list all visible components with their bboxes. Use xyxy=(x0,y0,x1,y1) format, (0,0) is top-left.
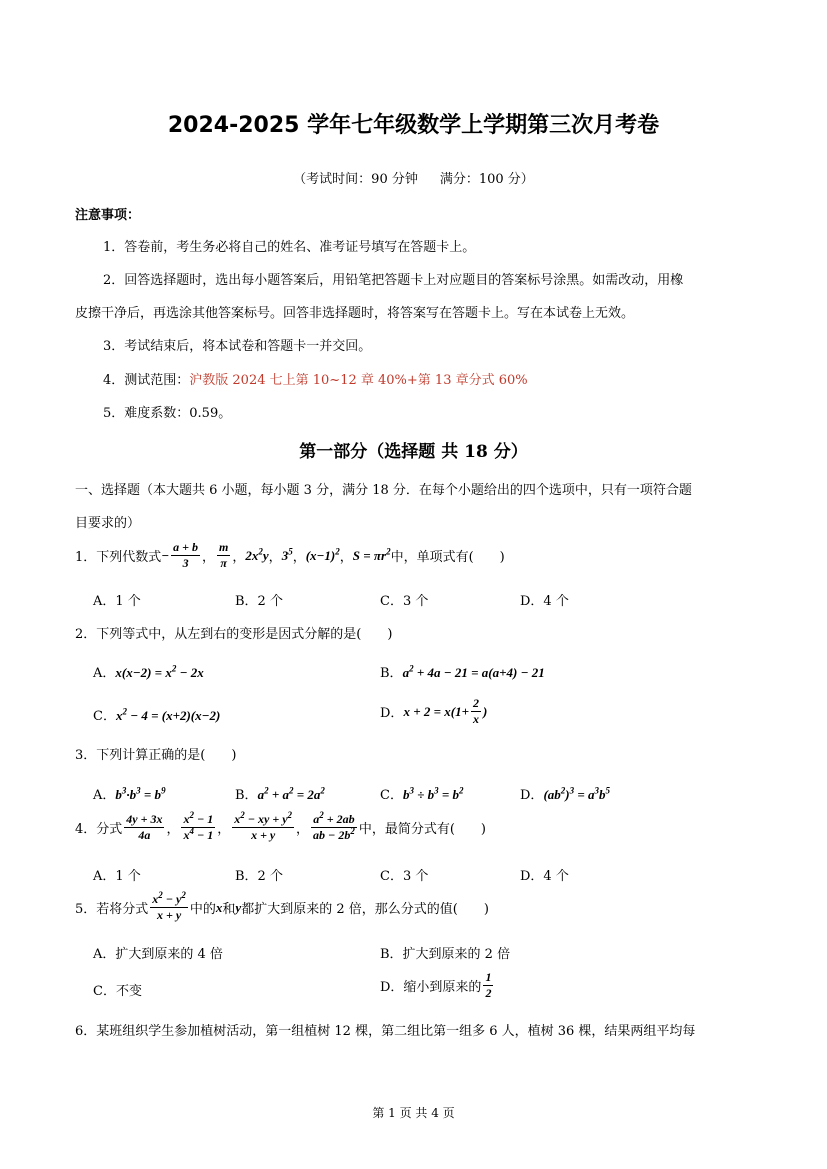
q2-option-d-label: D． xyxy=(380,706,404,721)
q1-expr-2: $\frac{m}{\pi}$ xyxy=(219,540,229,570)
q3-option-c-label: C． xyxy=(380,788,403,803)
q3-stem-text: 3．下列计算正确的是 xyxy=(75,748,201,763)
question-3-stem xyxy=(75,744,236,763)
section-intro-line-1: 一、选择题（本大题共 6 小题，每小题 3 分，满分 18 分．在每个小题给出的四个选项中，只有一项符合题 xyxy=(75,483,692,498)
q4-fraction-4: $\frac{a^2 + 2ab}{ab - 2b^2}$ xyxy=(313,810,355,842)
q1-blank: ( ) xyxy=(468,550,505,565)
page-footer: 第 1 页 共 4 页 xyxy=(372,1106,455,1120)
q5-fraction: $\frac{x^2 - y^2}{x + y}$ xyxy=(152,890,186,922)
q5-prefix: 5．若将分式 xyxy=(75,902,149,917)
note-1: 1．答卷前，考生务必将自己的姓名、准考证号填写在答题卡上。 xyxy=(103,240,476,255)
q2-option-a: A．$x(x-2) = x^2 - 2x$ xyxy=(93,663,204,681)
q5-option-d-text: D．缩小到原来的 xyxy=(380,980,482,995)
q4-suffix: 中，最简分式有 xyxy=(358,822,450,837)
q4-option-c: C．3 个 xyxy=(380,869,429,884)
q1-expr-3: $2x^2y$ xyxy=(245,546,269,563)
q1-option-a: A．1 个 xyxy=(93,594,141,609)
q1-prefix: 1．下列代数式 xyxy=(75,550,162,565)
exam-info xyxy=(0,168,827,187)
page-title: 2024-2025 学年七年级数学上学期第三次月考卷 xyxy=(167,113,660,138)
note-2-line-1: 2．回答选择题时，选出每小题答案后，用铅笔把答题卡上对应题目的答案标号涂黑。如需改动，用橡 xyxy=(103,273,684,288)
q3-blank: ( ) xyxy=(200,748,237,763)
question-4-stem: 4．分式 $\frac{4y + 3x}{4a}$ ， $\frac{x^2 - 1}{x^4 - 1}$ ， $\frac{x^2 - xy + y^2}{x + y}$ ， $\frac{a^2 + 2ab}{ab - 2b^2}$ 中，最简分式有 ( ) xyxy=(75,810,486,842)
q5-mid: 中的 xyxy=(189,902,216,917)
q4-prefix: 4．分式 xyxy=(75,822,123,837)
q4-fraction-1: $\frac{4y + 3x}{4a}$ xyxy=(126,812,163,842)
q4-option-b: B．2 个 xyxy=(235,869,283,884)
q4-blank: ( ) xyxy=(449,822,486,837)
q1-expr-5: $(x-1)^2$ xyxy=(305,546,340,563)
q1-option-b: B．2 个 xyxy=(235,594,283,609)
q4-fraction-2: $\frac{x^2 - 1}{x^4 - 1}$ xyxy=(183,810,214,842)
question-1-stem: 1．下列代数式 − $\frac{a + b}{3}$ ， $\frac{m}{\pi}$ ， $2x^2y$ ， $3^5$ ， $(x-1)^2$ ， $S = \pi r^2$ 中，单项式有 ( ) xyxy=(75,540,505,570)
q5-option-d xyxy=(380,970,495,1001)
note-5: 5．难度系数：0.59。 xyxy=(103,406,232,421)
q1-option-c: C．3 个 xyxy=(380,594,429,609)
q3-option-a-label: A． xyxy=(93,788,116,803)
exam-score: 满分：100 分） xyxy=(439,172,534,187)
q2-option-c-label: C． xyxy=(93,709,116,724)
question-5-stem: 5．若将分式 $\frac{x^2 - y^2}{x + y}$ 中的 x 和 y 都扩大到原来的 2 倍，那么分式的值 ( ) xyxy=(75,890,489,922)
q5-option-d-fraction: $\frac{1}{2}$ xyxy=(485,970,492,1000)
q3-option-d-label: D． xyxy=(520,788,544,803)
q2-option-c: C．$x^2 - 4 = (x+2)(x-2)$ xyxy=(93,706,221,724)
q1-expr-6: $S = \pi r^2$ xyxy=(352,546,391,563)
q3-option-d: D．$(ab^2)^3 = a^3b^5$ xyxy=(520,785,611,803)
q4-option-d: D．4 个 xyxy=(520,869,569,884)
q4-option-a: A．1 个 xyxy=(93,869,141,884)
q3-option-c: C．$b^3 \div b^3 = b^2$ xyxy=(380,785,464,803)
exam-time: （考试时间：90 分钟 xyxy=(293,172,418,187)
note-4-label: 4．测试范围： xyxy=(103,373,190,388)
notes-heading: 注意事项： xyxy=(75,208,141,223)
test-range: 沪教版 2024 七上第 10~12 章 40%+第 13 章分式 60% xyxy=(189,373,528,388)
q5-blank: ( ) xyxy=(452,902,489,917)
q5-suffix: 都扩大到原来的 2 倍，那么分式的值 xyxy=(241,902,453,917)
q5-option-c: C．不变 xyxy=(93,984,142,999)
q3-option-a: A．$b^3\cdot b^3 = b^9$ xyxy=(93,785,166,803)
question-6-stem: 6．某班组织学生参加植树活动，第一组植树 12 棵，第二组比第一组多 6 人，植树 36 棵，结果两组平均每 xyxy=(75,1024,696,1039)
q1-expr-1: $\frac{a + b}{3}$ xyxy=(173,540,199,570)
q3-option-b-label: B． xyxy=(235,788,258,803)
q2-stem-text: 2．下列等式中，从左到右的变形是因式分解的是 xyxy=(75,627,357,642)
q2-option-a-label: A． xyxy=(93,666,116,681)
q2-option-d: D． x + 2 = x(1+ $\frac{2}{x}$ ) xyxy=(380,696,488,726)
note-2-line-2: 皮擦干净后，再选涂其他答案标号。回答非选择题时，将答案写在答题卡上。写在本试卷上无效。 xyxy=(75,306,635,321)
note-4 xyxy=(103,369,528,388)
q4-fraction-3: $\frac{x^2 - xy + y^2}{x + y}$ xyxy=(234,810,293,842)
question-2-stem xyxy=(75,623,392,642)
q2-blank: ( ) xyxy=(356,627,393,642)
section-intro-line-2: 目要求的） xyxy=(75,516,141,531)
part-1-title: 第一部分（选择题 共 18 分） xyxy=(299,442,528,462)
q1-suffix: 中，单项式有 xyxy=(390,550,469,565)
q2-option-b: B．$a^2 + 4a - 21 = a(a+4) - 21$ xyxy=(380,663,545,681)
q3-option-b: B．$a^2 + a^2 = 2a^2$ xyxy=(235,785,325,803)
q1-expr-4: $3^5$ xyxy=(281,546,293,563)
q5-option-b: B．扩大到原来的 2 倍 xyxy=(380,947,511,962)
q1-expr-1-sign: − xyxy=(161,547,170,563)
note-3: 3．考试结束后，将本试卷和答题卡一并交回。 xyxy=(103,339,372,354)
q2-option-b-label: B． xyxy=(380,666,403,681)
q5-and: 和 xyxy=(222,902,236,917)
q1-option-d: D．4 个 xyxy=(520,594,569,609)
q5-option-a: A．扩大到原来的 4 倍 xyxy=(93,947,223,962)
